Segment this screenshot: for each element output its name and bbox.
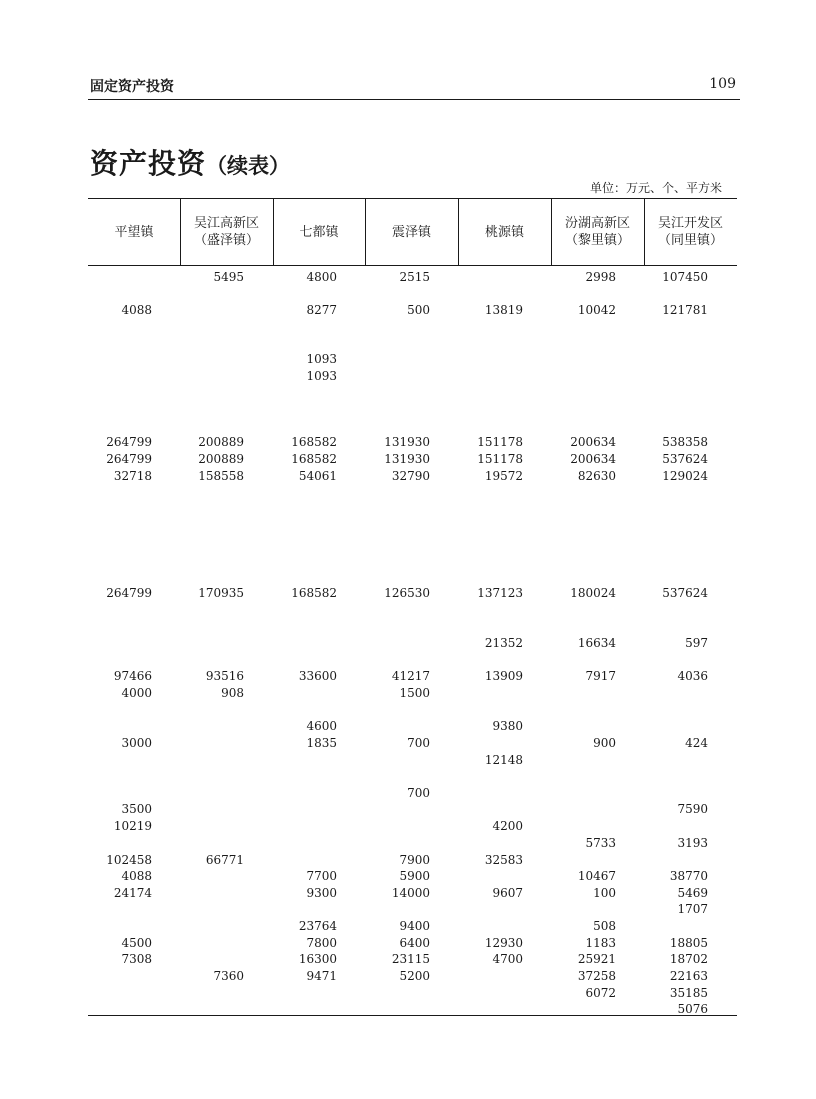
table-cell: 7917 bbox=[585, 669, 616, 683]
column-header-wujiang-hightech bbox=[180, 199, 273, 265]
table-row bbox=[88, 585, 737, 601]
table-row bbox=[88, 835, 737, 851]
column-header-zhenze bbox=[365, 199, 458, 265]
table-row bbox=[88, 685, 737, 701]
table-cell: 5076 bbox=[677, 1002, 708, 1016]
table-cell: 16634 bbox=[577, 636, 616, 650]
table-cell: 6072 bbox=[585, 986, 616, 1000]
column-header-qidu bbox=[273, 199, 365, 265]
page-number: 109 bbox=[709, 76, 736, 92]
table-row bbox=[88, 668, 737, 684]
column-header-sublabel: （同里镇） bbox=[657, 233, 723, 248]
table-cell: 4000 bbox=[121, 686, 152, 700]
table-cell: 100 bbox=[593, 886, 616, 900]
table-cell: 8277 bbox=[306, 303, 337, 317]
table-row bbox=[88, 918, 737, 934]
table-cell: 13909 bbox=[484, 669, 523, 683]
table-cell: 537624 bbox=[662, 586, 708, 600]
column-header-sublabel: （盛泽镇） bbox=[193, 233, 259, 248]
table-cell: 9380 bbox=[492, 719, 523, 733]
column-header-label: 汾湖高新区 bbox=[564, 216, 630, 231]
table-cell: 97466 bbox=[113, 669, 152, 683]
column-header-label: 七都镇 bbox=[299, 224, 339, 240]
column-header-label: 桃源镇 bbox=[484, 224, 524, 240]
table-cell: 12148 bbox=[484, 753, 523, 767]
table-cell: 4600 bbox=[306, 719, 337, 733]
column-header-wujiang-development bbox=[644, 199, 737, 265]
column-header-fenhu-hightech bbox=[551, 199, 644, 265]
table-cell: 66771 bbox=[205, 853, 244, 867]
column-header-label: 震泽镇 bbox=[391, 224, 431, 240]
column-header-label: 吴江高新区 bbox=[193, 216, 259, 231]
table-cell: 200634 bbox=[570, 452, 616, 466]
table-cell: 7590 bbox=[677, 802, 708, 816]
table-cell: 700 bbox=[407, 786, 430, 800]
table-cell: 32583 bbox=[484, 853, 523, 867]
table-cell: 4200 bbox=[492, 819, 523, 833]
page-title-suffix: （续表） bbox=[206, 154, 291, 178]
table-row bbox=[88, 868, 737, 884]
table-cell: 168582 bbox=[291, 586, 337, 600]
column-header-pingwang bbox=[88, 199, 180, 265]
table-cell: 3193 bbox=[677, 836, 708, 850]
table-cell: 9471 bbox=[306, 969, 337, 983]
table-row bbox=[88, 368, 737, 384]
table-cell: 32790 bbox=[391, 469, 430, 483]
table-cell: 1183 bbox=[585, 936, 616, 950]
table-cell: 7800 bbox=[306, 936, 337, 950]
table-cell: 158558 bbox=[198, 469, 244, 483]
table-cell: 4800 bbox=[306, 270, 337, 284]
table-cell: 500 bbox=[407, 303, 430, 317]
table-row bbox=[88, 801, 737, 817]
table-header-rule bbox=[88, 265, 737, 266]
page-title bbox=[90, 142, 290, 182]
table-cell: 41217 bbox=[391, 669, 430, 683]
table-cell: 10042 bbox=[577, 303, 616, 317]
table-cell: 200889 bbox=[198, 435, 244, 449]
table-cell: 10467 bbox=[577, 869, 616, 883]
table-cell: 33600 bbox=[298, 669, 337, 683]
table-row bbox=[88, 1001, 737, 1017]
table-cell: 908 bbox=[221, 686, 244, 700]
table-cell: 37258 bbox=[577, 969, 616, 983]
table-row bbox=[88, 718, 737, 734]
running-header-section: 固定资产投资 bbox=[90, 79, 174, 95]
table-cell: 1500 bbox=[399, 686, 430, 700]
column-header-taoyuan bbox=[458, 199, 551, 265]
table-row bbox=[88, 985, 737, 1001]
table-cell: 25921 bbox=[577, 952, 616, 966]
table-row bbox=[88, 901, 737, 917]
table-cell: 264799 bbox=[106, 452, 152, 466]
table-cell: 3000 bbox=[121, 736, 152, 750]
table-cell: 5495 bbox=[213, 270, 244, 284]
table-cell: 538358 bbox=[662, 435, 708, 449]
table-cell: 35185 bbox=[669, 986, 708, 1000]
table-cell: 200889 bbox=[198, 452, 244, 466]
table-cell: 264799 bbox=[106, 586, 152, 600]
table-cell: 5469 bbox=[677, 886, 708, 900]
table-row bbox=[88, 635, 737, 651]
table-cell: 597 bbox=[685, 636, 708, 650]
table-row bbox=[88, 468, 737, 484]
table-cell: 32718 bbox=[113, 469, 152, 483]
table-cell: 700 bbox=[407, 736, 430, 750]
table-cell: 18702 bbox=[669, 952, 708, 966]
table-row bbox=[88, 735, 737, 751]
table-row bbox=[88, 351, 737, 367]
table-cell: 137123 bbox=[477, 586, 523, 600]
table-cell: 1093 bbox=[306, 369, 337, 383]
table-cell: 23115 bbox=[391, 952, 430, 966]
table-cell: 5900 bbox=[399, 869, 430, 883]
column-header-sublabel: （黎里镇） bbox=[564, 233, 630, 248]
table-cell: 23764 bbox=[298, 919, 337, 933]
table-cell: 16300 bbox=[298, 952, 337, 966]
table-cell: 424 bbox=[685, 736, 708, 750]
table-cell: 6400 bbox=[399, 936, 430, 950]
table-cell: 508 bbox=[593, 919, 616, 933]
table-cell: 2515 bbox=[399, 270, 430, 284]
table-cell: 131930 bbox=[384, 452, 430, 466]
table-row bbox=[88, 785, 737, 801]
table-cell: 107450 bbox=[662, 270, 708, 284]
table-cell: 10219 bbox=[113, 819, 152, 833]
table-cell: 1093 bbox=[306, 352, 337, 366]
header-rule bbox=[88, 99, 740, 100]
table-cell: 38770 bbox=[669, 869, 708, 883]
table-cell: 5200 bbox=[399, 969, 430, 983]
table-cell: 537624 bbox=[662, 452, 708, 466]
table-cell: 13819 bbox=[484, 303, 523, 317]
table-cell: 1835 bbox=[306, 736, 337, 750]
table-row bbox=[88, 818, 737, 834]
table-cell: 9607 bbox=[492, 886, 523, 900]
table-cell: 18805 bbox=[669, 936, 708, 950]
table-cell: 7900 bbox=[399, 853, 430, 867]
table-cell: 9400 bbox=[399, 919, 430, 933]
table-cell: 151178 bbox=[477, 435, 523, 449]
table-cell: 5733 bbox=[585, 836, 616, 850]
table-cell: 126530 bbox=[384, 586, 430, 600]
table-cell: 93516 bbox=[205, 669, 244, 683]
table-cell: 14000 bbox=[391, 886, 430, 900]
table-cell: 4500 bbox=[121, 936, 152, 950]
table-row bbox=[88, 752, 737, 768]
table-cell: 7360 bbox=[213, 969, 244, 983]
table-row bbox=[88, 434, 737, 450]
table-cell: 1707 bbox=[677, 902, 708, 916]
table-cell: 121781 bbox=[662, 303, 708, 317]
table-row bbox=[88, 451, 737, 467]
table-cell: 7700 bbox=[306, 869, 337, 883]
table-row bbox=[88, 935, 737, 951]
table-cell: 3500 bbox=[121, 802, 152, 816]
table-cell: 54061 bbox=[298, 469, 337, 483]
table-cell: 151178 bbox=[477, 452, 523, 466]
unit-note: 单位：万元、个、平方米 bbox=[589, 181, 722, 195]
table-cell: 102458 bbox=[106, 853, 152, 867]
table-cell: 264799 bbox=[106, 435, 152, 449]
table-row bbox=[88, 951, 737, 967]
table-cell: 4088 bbox=[121, 869, 152, 883]
table-cell: 168582 bbox=[291, 452, 337, 466]
table-row bbox=[88, 968, 737, 984]
table-cell: 2998 bbox=[585, 270, 616, 284]
table-cell: 82630 bbox=[577, 469, 616, 483]
table-row bbox=[88, 852, 737, 868]
table-cell: 9300 bbox=[306, 886, 337, 900]
table-cell: 12930 bbox=[484, 936, 523, 950]
page-title-main: 资产投资 bbox=[90, 147, 207, 180]
table-cell: 7308 bbox=[121, 952, 152, 966]
table-cell: 168582 bbox=[291, 435, 337, 449]
table-cell: 4700 bbox=[492, 952, 523, 966]
table-cell: 900 bbox=[593, 736, 616, 750]
table-cell: 4088 bbox=[121, 303, 152, 317]
table-cell: 19572 bbox=[484, 469, 523, 483]
table-cell: 180024 bbox=[570, 586, 616, 600]
table-cell: 170935 bbox=[198, 586, 244, 600]
table-cell: 4036 bbox=[677, 669, 708, 683]
table-row bbox=[88, 885, 737, 901]
table-cell: 22163 bbox=[669, 969, 708, 983]
table-row bbox=[88, 302, 737, 318]
column-header-label: 吴江开发区 bbox=[657, 216, 723, 231]
table-cell: 24174 bbox=[113, 886, 152, 900]
table-cell: 129024 bbox=[662, 469, 708, 483]
table-cell: 131930 bbox=[384, 435, 430, 449]
column-header-label: 平望镇 bbox=[114, 224, 154, 240]
table-cell: 200634 bbox=[570, 435, 616, 449]
table-cell: 21352 bbox=[484, 636, 523, 650]
table-row bbox=[88, 269, 737, 285]
